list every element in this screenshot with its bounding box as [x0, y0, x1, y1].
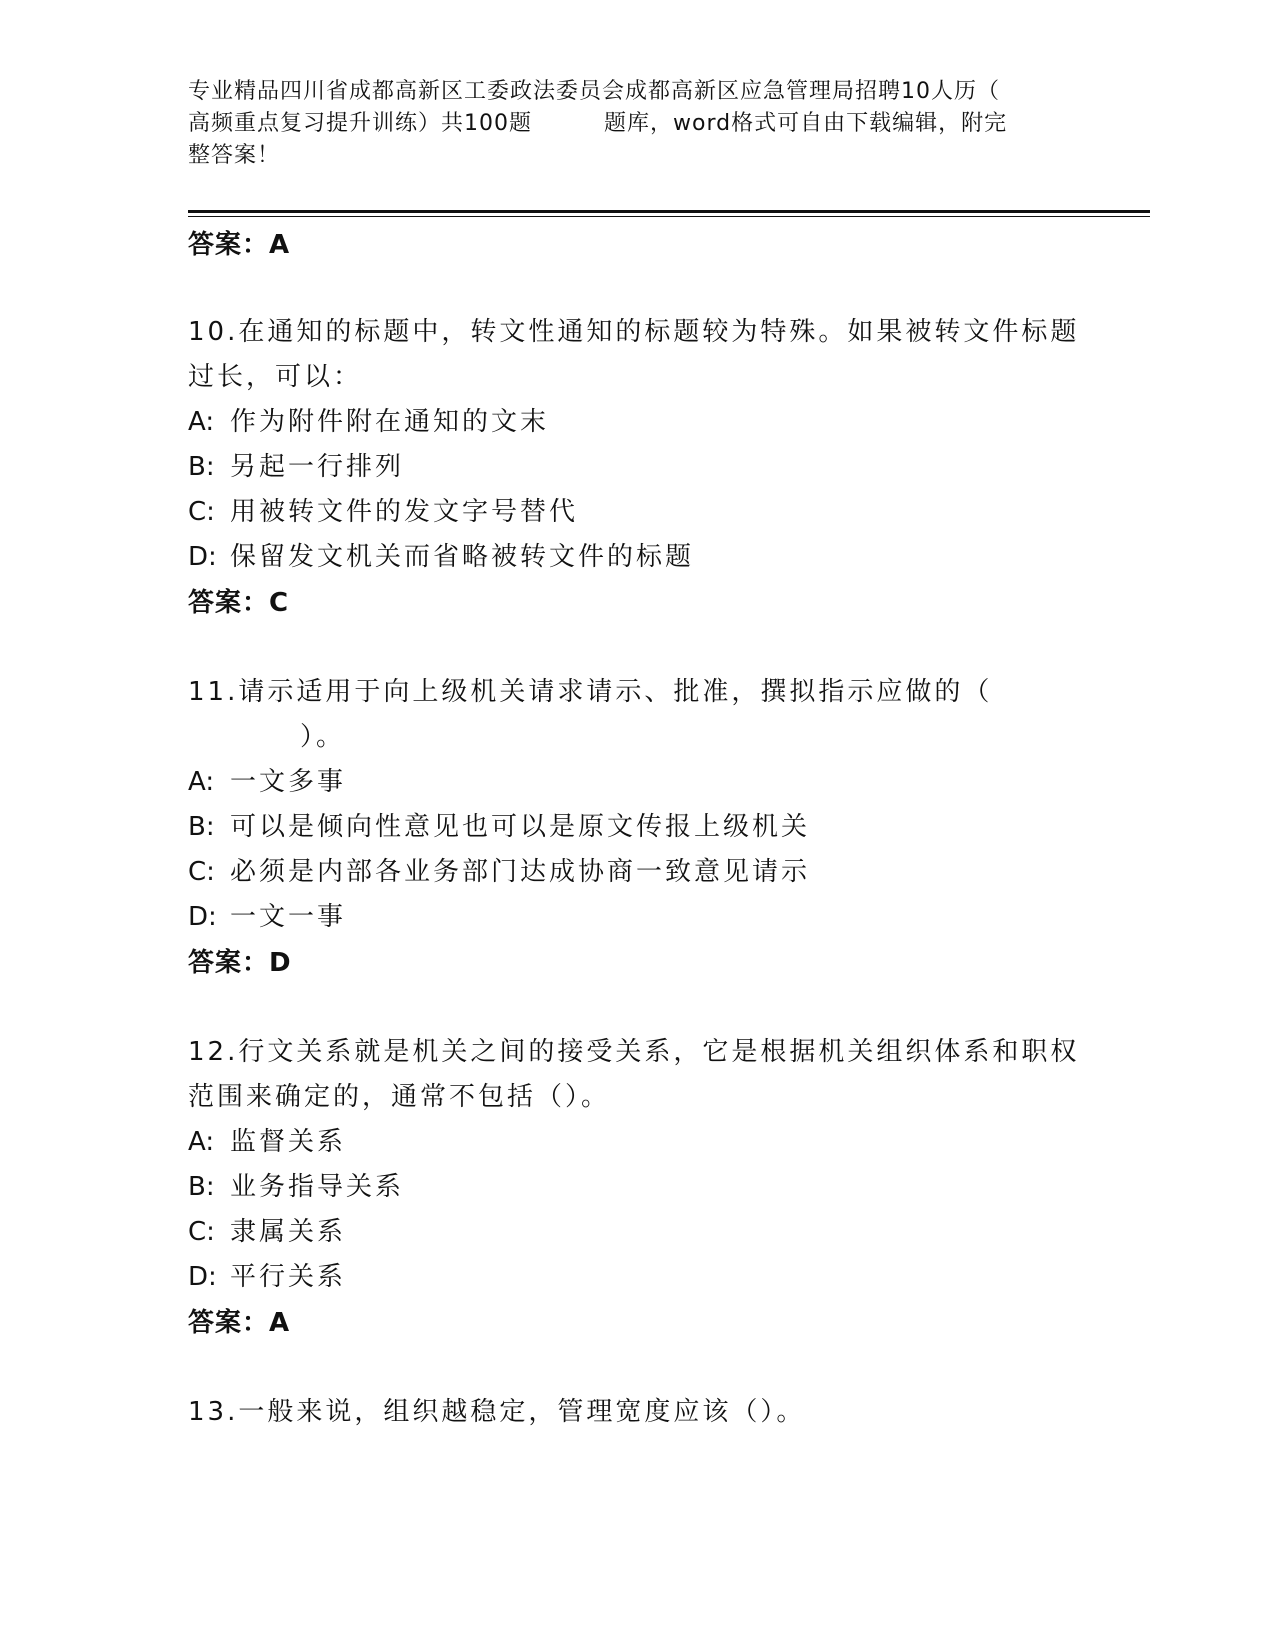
option-text: 业务指导关系: [230, 1172, 405, 1202]
answer: 答案：C: [188, 588, 290, 618]
question-text-line-1: 11.请示适用于向上级机关请求请示、批准，撰拟指示应做的（: [188, 677, 993, 707]
option-c: [188, 850, 1088, 895]
header-line-2-part-2: 题库，word格式可自由下载编辑，附完: [604, 111, 1008, 136]
question-13: [188, 1390, 1088, 1435]
option-text: 用被转文件的发文字号替代: [230, 497, 579, 527]
question-text-line-2: 过长，可以：: [188, 362, 363, 392]
option-b: [188, 1165, 1088, 1210]
option-b: [188, 445, 1088, 490]
option-c: [188, 1210, 1088, 1255]
option-key: D:: [188, 542, 217, 572]
option-text: 隶属关系: [230, 1217, 347, 1247]
option-text: 另起一行排列: [230, 452, 405, 482]
option-text: 平行关系: [230, 1262, 347, 1292]
header-line-3: 整答案！: [188, 143, 281, 168]
question-text-line-1: 12.行文关系就是机关之间的接受关系，它是根据机关组织体系和职权: [188, 1037, 1080, 1067]
question-text-line-1: 13.一般来说，组织越稳定，管理宽度应该（）。: [188, 1397, 806, 1427]
option-key: C:: [188, 1217, 215, 1247]
option-text: 保留发文机关而省略被转文件的标题: [230, 542, 695, 572]
option-d: [188, 895, 1088, 940]
option-key: B:: [188, 812, 215, 842]
option-key: C:: [188, 857, 215, 887]
header-divider-thick: [188, 210, 1150, 213]
option-a: [188, 1120, 1088, 1165]
previous-answer: 答案：A: [188, 230, 291, 260]
header-line-1: 专业精品四川省成都高新区工委政法委员会成都高新区应急管理局招聘10人历（: [188, 79, 1000, 104]
question-text-line-2: ）。: [300, 722, 346, 752]
option-text: 作为附件附在通知的文末: [230, 407, 550, 437]
question-10: [188, 310, 1088, 626]
option-c: [188, 490, 1088, 535]
option-key: D:: [188, 1262, 217, 1292]
option-key: A:: [188, 767, 215, 797]
option-key: C:: [188, 497, 215, 527]
answer: 答案：A: [188, 1308, 291, 1338]
question-11: [188, 670, 1088, 986]
option-text: 可以是倾向性意见也可以是原文传报上级机关: [230, 812, 811, 842]
option-key: D:: [188, 902, 217, 932]
option-text: 一文一事: [230, 902, 347, 932]
option-b: [188, 805, 1088, 850]
option-a: [188, 760, 1088, 805]
option-text: 一文多事: [230, 767, 347, 797]
header-line-2-part-1: 高频重点复习提升训练）共100题: [188, 111, 532, 136]
option-text: 监督关系: [230, 1127, 347, 1157]
question-12: [188, 1030, 1088, 1346]
option-d: [188, 1255, 1088, 1300]
option-key: B:: [188, 1172, 215, 1202]
document-header: [188, 76, 1068, 172]
option-d: [188, 535, 1088, 580]
question-text-line-1: 10.在通知的标题中，转文性通知的标题较为特殊。如果被转文件标题: [188, 317, 1080, 347]
option-key: A:: [188, 1127, 215, 1157]
answer: 答案：D: [188, 948, 292, 978]
option-text: 必须是内部各业务部门达成协商一致意见请示: [230, 857, 811, 887]
option-key: A:: [188, 407, 215, 437]
option-key: B:: [188, 452, 215, 482]
option-a: [188, 400, 1088, 445]
question-text-line-2: 范围来确定的，通常不包括（）。: [188, 1082, 611, 1112]
question-list: [188, 222, 1088, 1435]
header-line-2: [188, 108, 1068, 140]
question-text-line-2-wrapper: [188, 715, 1088, 760]
header-divider-thin: [188, 216, 1150, 217]
